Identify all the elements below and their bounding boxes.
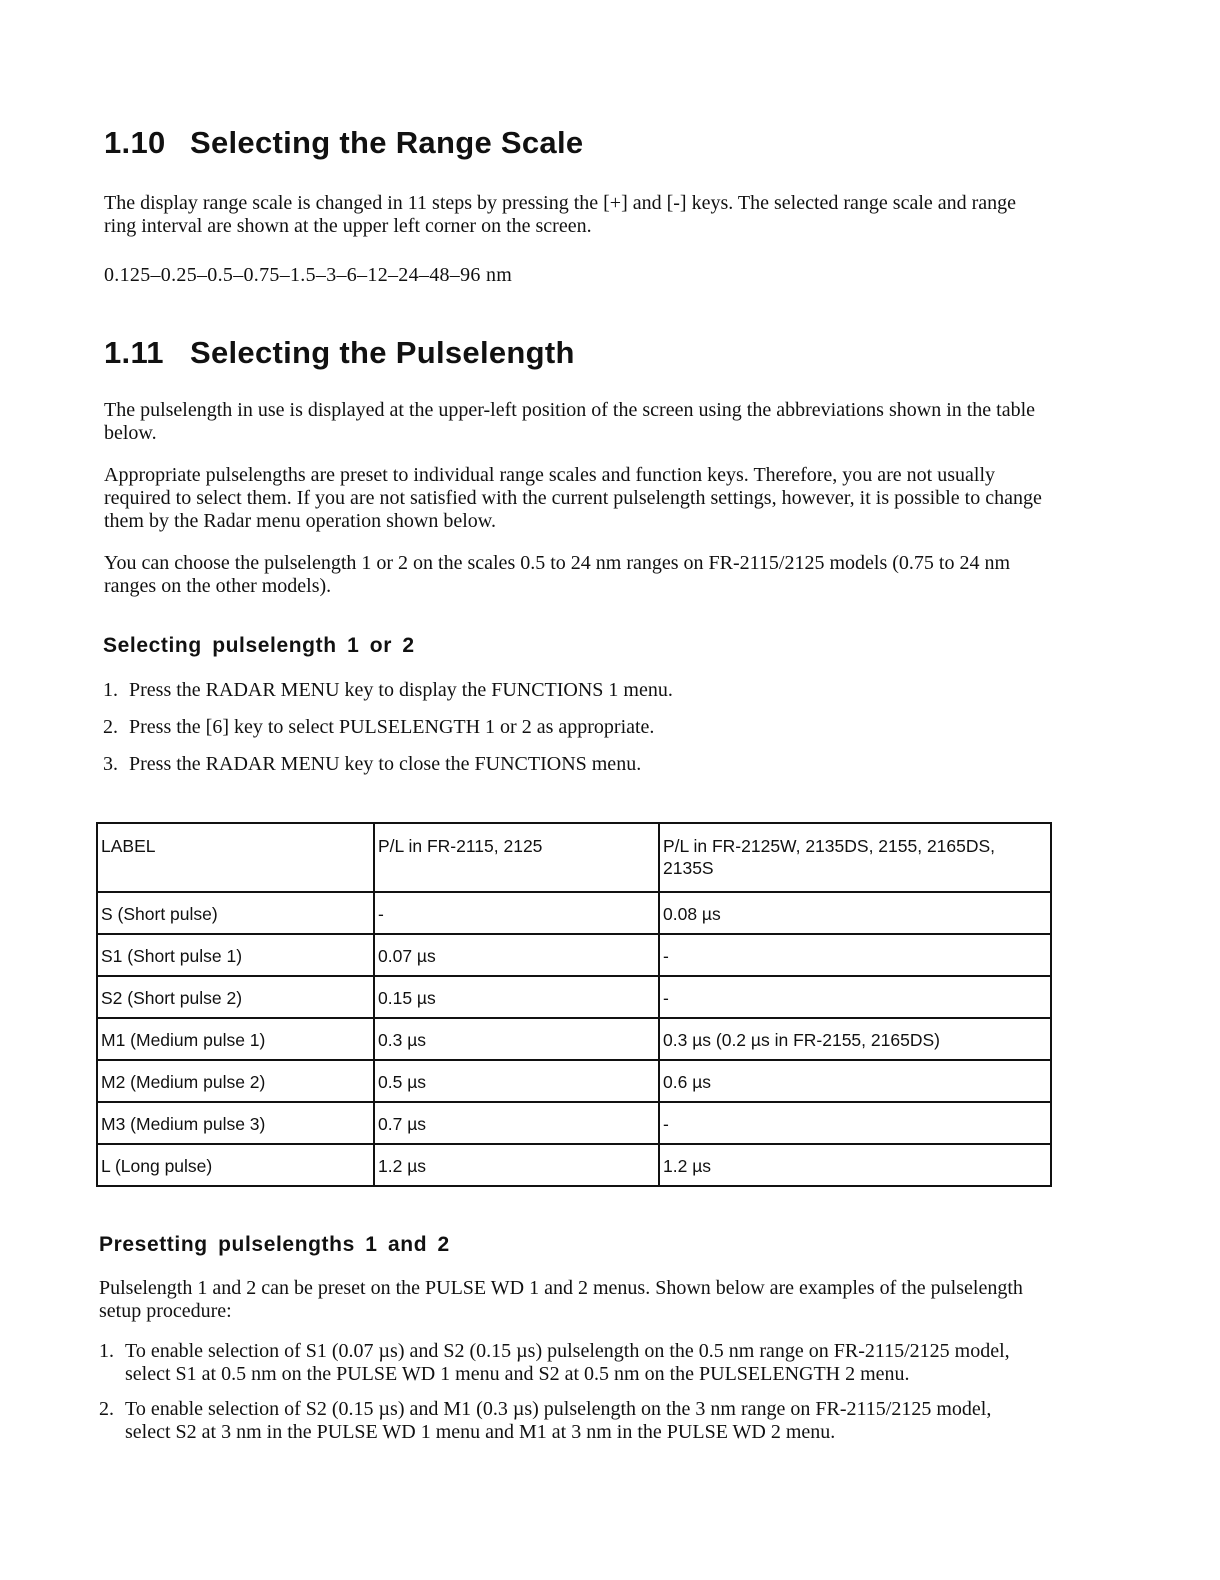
table-cell: L (Long pulse): [97, 1144, 374, 1186]
section-heading-pulselength: [104, 335, 575, 371]
table-row: [97, 934, 1051, 976]
step-text: Press the RADAR MENU key to close the FUNCTIONS menu.: [129, 753, 642, 775]
step-number: 2.: [103, 716, 118, 738]
table-cell: S2 (Short pulse 2): [97, 976, 374, 1018]
step-text: Press the [6] key to select PULSELENGTH 1 or 2 as appropriate.: [129, 716, 655, 738]
table-row: [97, 1102, 1051, 1144]
table-row: [97, 976, 1051, 1018]
list-item: [103, 716, 1043, 739]
column-header-fr2125w: P/L in FR-2125W, 2135DS, 2155, 2165DS, 2135S: [659, 823, 1051, 892]
table-row: [97, 1060, 1051, 1102]
table-cell: M1 (Medium pulse 1): [97, 1018, 374, 1060]
subheading-selecting-pulselength: Selecting pulselength 1 or 2: [103, 634, 415, 657]
table-cell: 0.15 µs: [374, 976, 659, 1018]
table-row: [97, 1018, 1051, 1060]
step-number: 1.: [99, 1340, 114, 1362]
section-title: Selecting the Pulselength: [190, 335, 575, 370]
table-cell: 0.7 µs: [374, 1102, 659, 1144]
table-cell: 0.08 µs: [659, 892, 1051, 934]
table-cell: M2 (Medium pulse 2): [97, 1060, 374, 1102]
step-text: To enable selection of S2 (0.15 µs) and M1 (0.3 µs) pulselength on the 3 nm range on FR-2115/2125 model, select S2 at 3 nm in the PULSE WD 1 menu and M1 at 3 nm in the PULSE WD 2 menu.: [125, 1398, 992, 1443]
selecting-steps-list: [103, 679, 1043, 776]
step-text: Press the RADAR MENU key to display the FUNCTIONS 1 menu.: [129, 679, 673, 701]
section-heading-range-scale: [104, 125, 583, 161]
range-scale-paragraph: The display range scale is changed in 11 steps by pressing the [+] and [-] keys. The selected range scale and range ring interval are shown at the upper left corner on the screen.: [104, 192, 1017, 237]
range-scale-steps: 0.125–0.25–0.5–0.75–1.5–3–6–12–24–48–96 nm: [104, 264, 513, 286]
table-cell: 1.2 µs: [659, 1144, 1051, 1186]
table-cell: 0.3 µs: [374, 1018, 659, 1060]
subheading-presetting-pulselengths: Presetting pulselengths 1 and 2: [99, 1233, 450, 1256]
table-cell: S1 (Short pulse 1): [97, 934, 374, 976]
list-item: [103, 679, 1043, 702]
pulselength-table: [96, 822, 1052, 1187]
table-cell: -: [659, 1102, 1051, 1144]
section-number: 1.10: [104, 125, 166, 160]
section-title: Selecting the Range Scale: [190, 125, 584, 160]
table-cell: M3 (Medium pulse 3): [97, 1102, 374, 1144]
pulselength-paragraph-1: The pulselength in use is displayed at the upper-left position of the screen using the abbreviations shown in the table below.: [104, 399, 1036, 444]
step-number: 2.: [99, 1398, 114, 1420]
column-header-label: LABEL: [97, 823, 374, 892]
table-cell: -: [659, 934, 1051, 976]
pulselength-paragraph-2: Appropriate pulselengths are preset to individual range scales and function keys. Therefore, you are not usually required to select them. If you are not satisfied with the current pulselength settings, however, it is possible to change them by the Radar menu operation shown below.: [104, 464, 1042, 532]
table-cell: 0.3 µs (0.2 µs in FR-2155, 2165DS): [659, 1018, 1051, 1060]
table-cell: 1.2 µs: [374, 1144, 659, 1186]
column-header-fr2115: P/L in FR-2115, 2125: [374, 823, 659, 892]
presetting-steps-list: [99, 1340, 1024, 1444]
table-cell: 0.07 µs: [374, 934, 659, 976]
table-row: [97, 892, 1051, 934]
table-cell: -: [659, 976, 1051, 1018]
table-cell: S (Short pulse): [97, 892, 374, 934]
step-text: To enable selection of S1 (0.07 µs) and S2 (0.15 µs) pulselength on the 0.5 nm range on FR-2115/2125 model, select S1 at 0.5 nm on the PULSE WD 1 menu and S2 at 0.5 nm on the PULSELENGTH 2 menu.: [125, 1340, 1010, 1385]
pulselength-paragraph-3: You can choose the pulselength 1 or 2 on the scales 0.5 to 24 nm ranges on FR-2115/2125 models (0.75 to 24 nm ranges on the other models).: [104, 552, 1011, 597]
table-cell: 0.5 µs: [374, 1060, 659, 1102]
step-number: 1.: [103, 679, 118, 701]
section-number: 1.11: [104, 335, 164, 370]
list-item: [103, 753, 1043, 776]
table-header-row: [97, 823, 1051, 892]
table-cell: -: [374, 892, 659, 934]
list-item: [99, 1340, 1024, 1386]
step-number: 3.: [103, 753, 118, 775]
list-item: [99, 1398, 1024, 1444]
table-row: [97, 1144, 1051, 1186]
table-cell: 0.6 µs: [659, 1060, 1051, 1102]
presetting-paragraph: Pulselength 1 and 2 can be preset on the PULSE WD 1 and 2 menus. Shown below are examples of the pulselength setup procedure:: [99, 1277, 1023, 1322]
